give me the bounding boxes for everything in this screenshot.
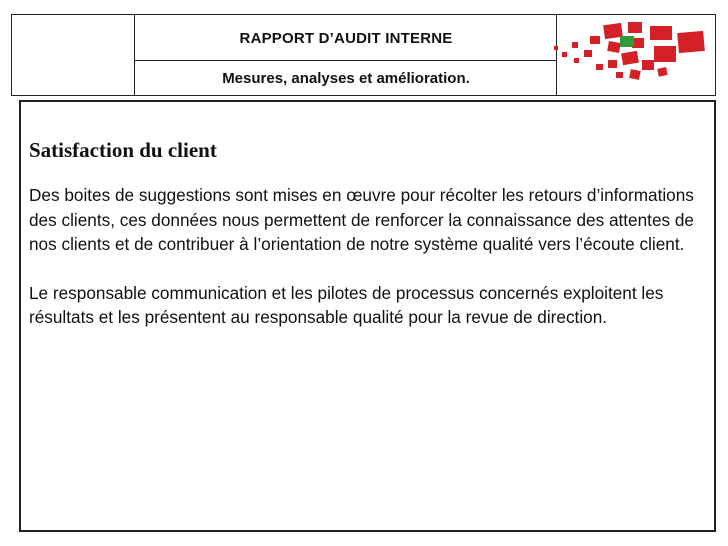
content-box bbox=[19, 100, 716, 532]
red-squares-logo-icon bbox=[546, 20, 711, 97]
report-title: RAPPORT D’AUDIT INTERNE bbox=[239, 29, 453, 47]
section-title: Satisfaction du client bbox=[29, 138, 217, 162]
report-subtitle: Mesures, analyses et amélioration. bbox=[222, 70, 470, 87]
paragraph-suggestions: Des boites de suggestions sont mises en œuvre pour récolter les retours d’informations des clients, ces données nous permettent de renforcer la connaissance des attentes de nos clients et de contribuer à l’orientation de notre système qualité vers l’écoute client. bbox=[29, 185, 694, 254]
paragraph-responsables: Le responsable communication et les pilotes de processus concernés exploitent les résultats et les présentent au responsable qualité pour la revue de direction. bbox=[29, 282, 664, 327]
